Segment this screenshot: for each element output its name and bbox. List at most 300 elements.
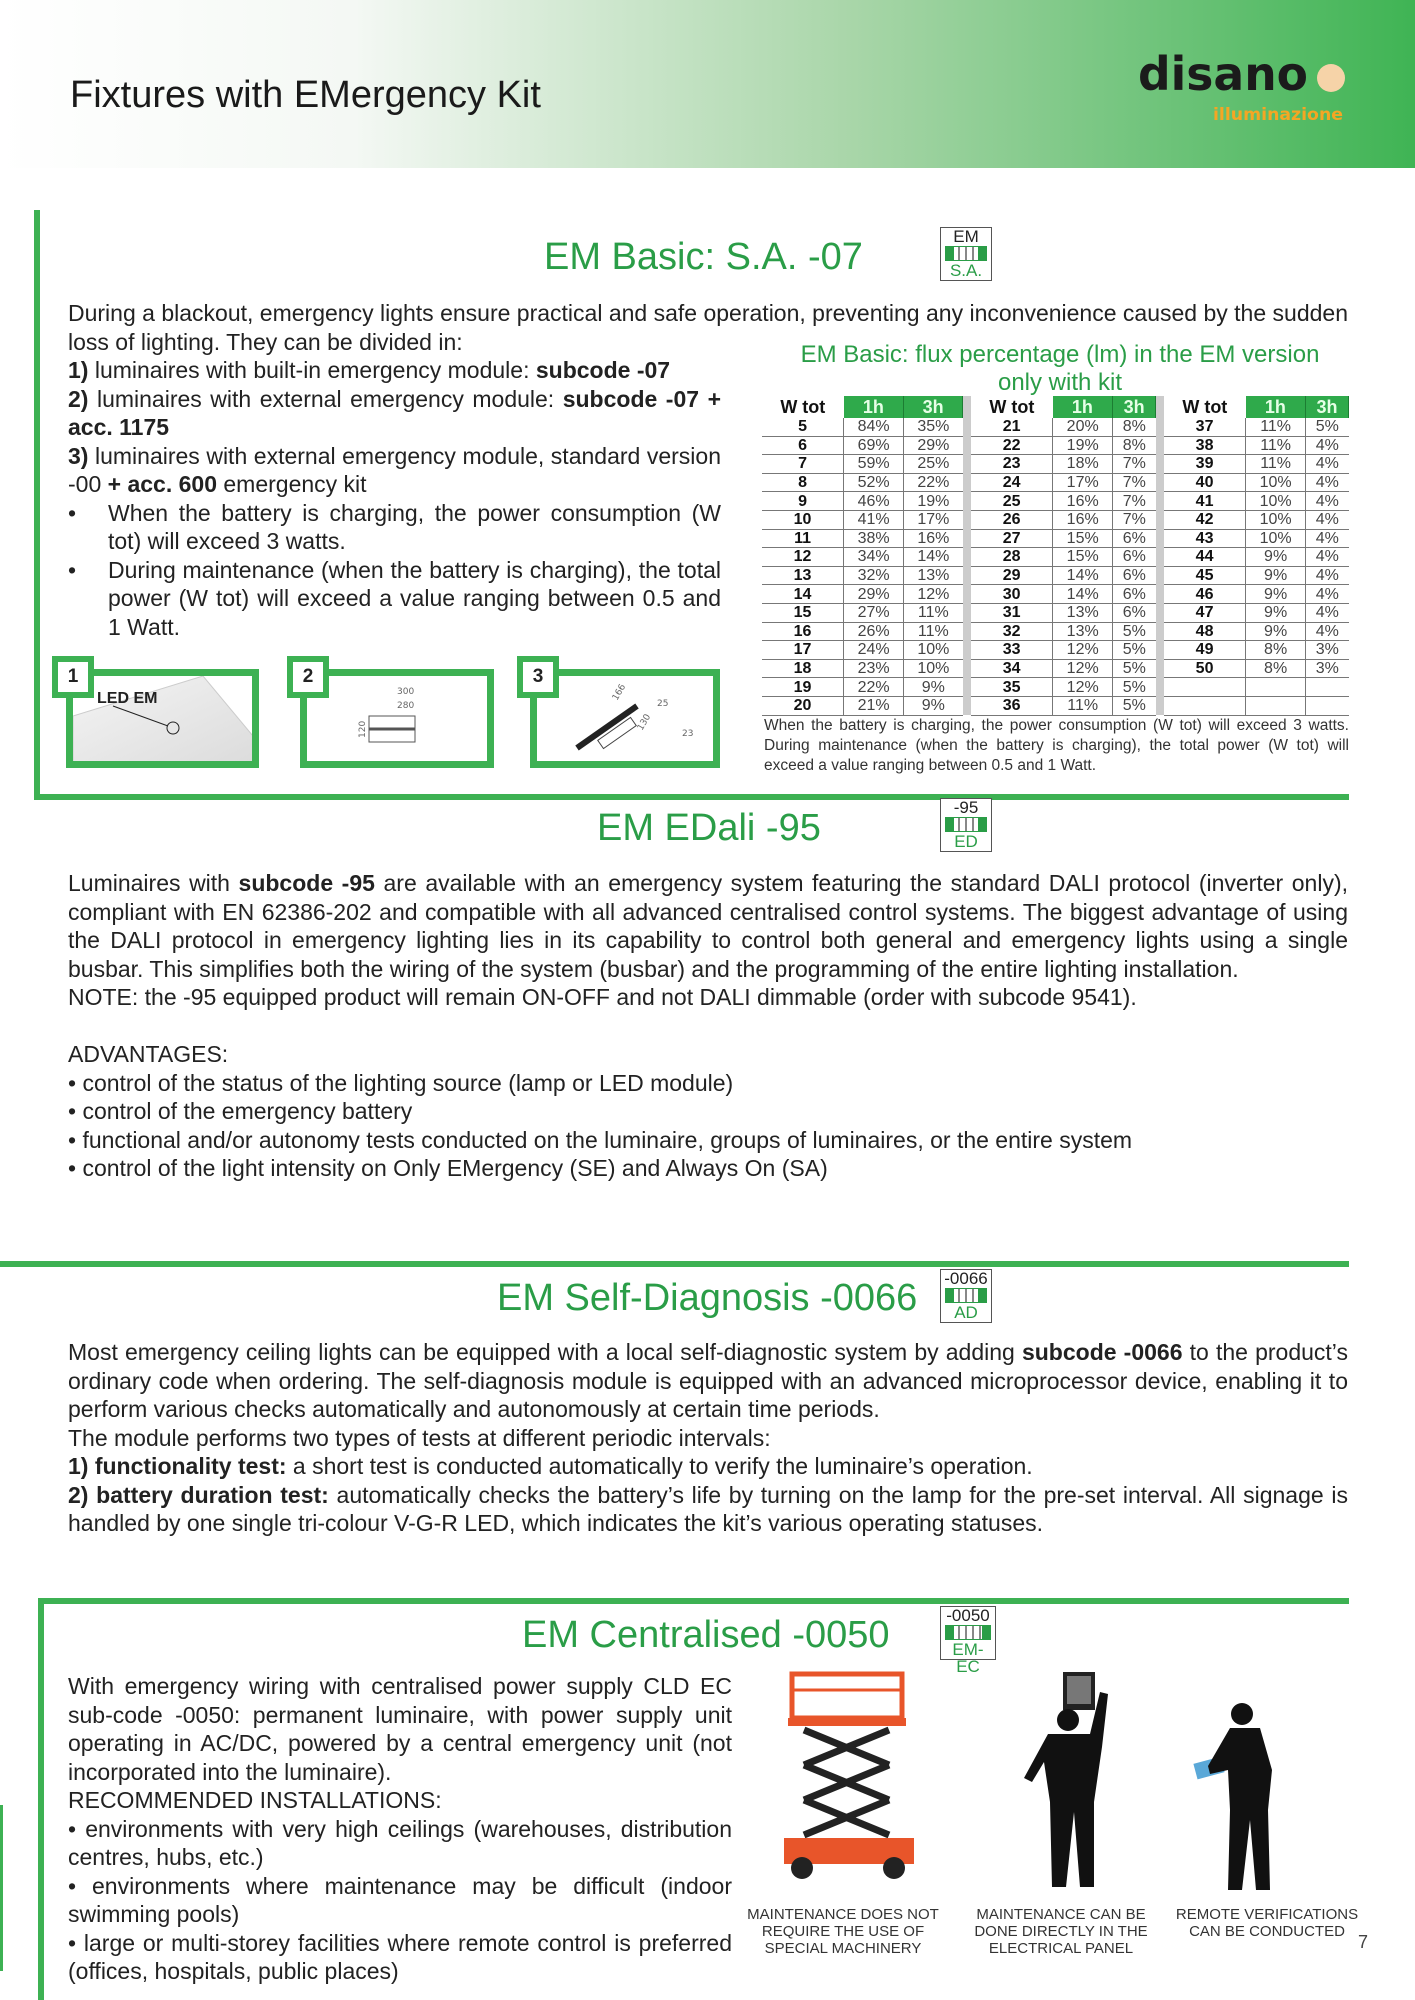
column-separator <box>1156 622 1165 641</box>
cell-3h: 6% <box>1113 548 1156 567</box>
svg-text:130: 130 <box>635 712 654 733</box>
image-number-tag: 1 <box>52 656 94 698</box>
table-header-row <box>762 396 1349 418</box>
bold-text: 2) battery duration test: <box>68 1481 329 1508</box>
cell-1h: 84% <box>844 418 904 436</box>
badge-bottom: ED <box>954 832 978 851</box>
cell-wtot: 33 <box>971 641 1053 660</box>
cell-wtot: 45 <box>1164 566 1246 585</box>
cell-wtot: 27 <box>971 529 1053 548</box>
cell-1h: 20% <box>1053 418 1113 436</box>
list-item <box>68 442 721 499</box>
cell-1h: 11% <box>1246 436 1306 455</box>
section-title-em-centralised: EM Centralised -0050 <box>522 1614 890 1656</box>
text: Luminaires with <box>68 870 239 896</box>
header-w-tot: W tot <box>762 396 844 418</box>
table-row <box>762 696 1349 715</box>
table-row <box>762 678 1349 697</box>
badge-bottom: EM-EC <box>952 1640 984 1676</box>
paragraph <box>68 1452 1348 1481</box>
cell-3h: 3% <box>1306 659 1349 678</box>
em-edali-body <box>68 869 1348 1183</box>
cell-wtot: 30 <box>971 585 1053 604</box>
bullet-icon: • <box>68 499 77 526</box>
cell-wtot: 38 <box>1164 436 1246 455</box>
em-self-diagnosis-body <box>68 1338 1348 1538</box>
cell-wtot: 41 <box>1164 492 1246 511</box>
paragraph <box>68 869 1348 983</box>
column-separator <box>1156 455 1165 474</box>
cell-1h: 9% <box>1246 603 1306 622</box>
advantage-item: • functional and/or autonomy tests conducted on the luminaire, groups of luminaires, or the entire system <box>68 1126 1133 1153</box>
column-separator <box>963 455 972 474</box>
intro-text: With emergency wiring with centralised power supply CLD EC sub-code -0050: permanent luminaire, with power supply unit operating in AC/DC, powered by a central emergency unit (not incorporated into the luminaire). <box>68 1673 732 1785</box>
cell-3h: 22% <box>904 473 963 492</box>
table-row <box>762 418 1349 436</box>
cell-3h: 6% <box>1113 529 1156 548</box>
em-ed-badge-icon <box>940 798 992 852</box>
section-divider <box>0 1261 1349 1267</box>
table-row <box>762 603 1349 622</box>
text: luminaires with built-in emergency module: <box>88 357 536 383</box>
cell-3h: 6% <box>1113 566 1156 585</box>
image-number-tag: 2 <box>287 656 329 698</box>
advantage-item: • control of the light intensity on Only EMergency (SE) and Always On (SA) <box>68 1155 828 1181</box>
svg-text:300: 300 <box>397 687 415 697</box>
cell-1h: 10% <box>1246 492 1306 511</box>
column-separator <box>963 566 972 585</box>
table-title: EM Basic: flux percentage (lm) in the EM version only with kit <box>800 341 1320 396</box>
paragraph <box>68 1338 1348 1424</box>
cell-wtot: 14 <box>762 585 844 604</box>
header-w-tot: W tot <box>1164 396 1246 418</box>
column-separator <box>1156 641 1165 660</box>
cell-wtot: 34 <box>971 659 1053 678</box>
cell-3h: 7% <box>1113 510 1156 529</box>
cell-3h: 11% <box>904 603 963 622</box>
cell-wtot: 37 <box>1164 418 1246 436</box>
column-separator <box>963 548 972 567</box>
column-separator <box>1156 436 1165 455</box>
em-ad-badge-icon <box>940 1269 992 1323</box>
cell-3h: 29% <box>904 436 963 455</box>
section-border-left <box>38 1598 44 2000</box>
cell-wtot: 47 <box>1164 603 1246 622</box>
svg-text:illuminazione: illuminazione <box>1213 105 1343 125</box>
cell-1h: 11% <box>1246 418 1306 436</box>
cell-3h: 8% <box>1113 436 1156 455</box>
battery-icon <box>945 817 987 832</box>
cell-3h: 10% <box>904 659 963 678</box>
cell-wtot: 50 <box>1164 659 1246 678</box>
battery-icon <box>945 1625 991 1640</box>
cell-wtot: 22 <box>971 436 1053 455</box>
rec-text: environments where maintenance may be difficult (indoor swimming pools) <box>68 1872 732 1927</box>
cell-wtot: 10 <box>762 510 844 529</box>
header-3h: 3h <box>1306 396 1349 418</box>
column-separator <box>963 641 972 660</box>
cell-1h: 12% <box>1053 641 1113 660</box>
cell-wtot: 39 <box>1164 455 1246 474</box>
header-3h: 3h <box>904 396 963 418</box>
cell-wtot: 18 <box>762 659 844 678</box>
cell-wtot: 24 <box>971 473 1053 492</box>
caption-remote-verification: REMOTE VERIFICATIONS CAN BE CONDUCTED <box>1175 1906 1359 1940</box>
cell-1h: 9% <box>1246 548 1306 567</box>
table-row <box>762 492 1349 511</box>
cell-1h: 23% <box>844 659 904 678</box>
scissor-lift-illustration <box>764 1670 924 1892</box>
svg-text:120: 120 <box>358 720 368 738</box>
bullet-item <box>68 556 721 642</box>
cell-3h: 4% <box>1306 585 1349 604</box>
advantages-title: ADVANTAGES: <box>68 1041 229 1067</box>
column-separator <box>963 603 972 622</box>
text: a short test is conducted automatically to verify the luminaire’s operation. <box>286 1453 1033 1479</box>
cell-1h <box>1246 678 1306 697</box>
em-sa-badge-icon <box>940 227 992 281</box>
image-number-tag: 3 <box>517 656 559 698</box>
column-separator <box>1156 492 1165 511</box>
section-divider <box>34 794 1349 800</box>
table-row <box>762 641 1349 660</box>
cell-wtot: 21 <box>971 418 1053 436</box>
led-em-label: LED EM <box>97 690 158 707</box>
header-1h: 1h <box>1053 396 1113 418</box>
cell-wtot: 17 <box>762 641 844 660</box>
battery-icon <box>945 1288 987 1303</box>
cell-1h: 27% <box>844 603 904 622</box>
column-separator <box>963 585 972 604</box>
cell-3h: 16% <box>904 529 963 548</box>
cell-wtot: 42 <box>1164 510 1246 529</box>
cell-1h: 11% <box>1246 455 1306 474</box>
column-separator <box>963 510 972 529</box>
image-led-em <box>66 669 259 768</box>
cell-3h: 4% <box>1306 492 1349 511</box>
cell-wtot: 9 <box>762 492 844 511</box>
cell-wtot: 12 <box>762 548 844 567</box>
cell-3h: 4% <box>1306 603 1349 622</box>
table-row <box>762 510 1349 529</box>
cell-3h: 5% <box>1113 659 1156 678</box>
section-divider <box>38 1598 1349 1604</box>
list-item <box>68 385 721 442</box>
column-separator <box>1156 510 1165 529</box>
cell-1h: 21% <box>844 696 904 715</box>
cell-3h: 4% <box>1306 436 1349 455</box>
cell-1h: 26% <box>844 622 904 641</box>
cell-3h: 4% <box>1306 510 1349 529</box>
cell-1h: 8% <box>1246 641 1306 660</box>
bold-text: 1) functionality test: <box>68 1453 287 1479</box>
cell-1h: 9% <box>1246 566 1306 585</box>
cell-wtot: 31 <box>971 603 1053 622</box>
cell-3h: 14% <box>904 548 963 567</box>
cell-3h: 8% <box>1113 418 1156 436</box>
rec-text: environments with very high ceilings (warehouses, distribution centres, hubs, etc.) <box>68 1815 732 1870</box>
rec-item: • large or multi-storey facilities where remote control is preferred (offices, hospitals, public places) <box>68 1929 732 1984</box>
header-1h: 1h <box>844 396 904 418</box>
cell-3h: 35% <box>904 418 963 436</box>
cell-3h: 3% <box>1306 641 1349 660</box>
section-title-em-edali: EM EDali -95 <box>597 807 821 849</box>
cell-3h: 13% <box>904 566 963 585</box>
table-footnote: When the battery is charging, the power consumption (W tot) will exceed 3 watts. During maintenance (when the battery is charging), the total power (W tot) will exceed a value ranging between 0.5 and 1 Watt. <box>764 717 1349 774</box>
text: During a blackout, emergency lights ensure practical and safe operation, preventing any inconvenience caused by the sudden loss of lighting. They can be divided in: <box>68 300 1348 355</box>
cell-wtot: 7 <box>762 455 844 474</box>
cell-wtot: 32 <box>971 622 1053 641</box>
disano-logo <box>1138 50 1353 125</box>
column-separator <box>1156 529 1165 548</box>
bold-text: subcode -95 <box>238 870 375 896</box>
column-separator <box>1156 585 1165 604</box>
cell-1h: 29% <box>844 585 904 604</box>
column-separator <box>963 529 972 548</box>
cell-wtot: 6 <box>762 436 844 455</box>
cell-3h: 10% <box>904 641 963 660</box>
cell-wtot: 15 <box>762 603 844 622</box>
section-border-left <box>34 210 40 800</box>
svg-text:23: 23 <box>682 729 694 739</box>
cell-1h: 10% <box>1246 510 1306 529</box>
cell-3h: 4% <box>1306 455 1349 474</box>
em-centralised-body <box>68 1672 732 1986</box>
advantage-text: control of the status of the lighting source (lamp or LED module) <box>82 1069 734 1096</box>
table-row <box>762 566 1349 585</box>
cell-1h: 11% <box>1053 696 1113 715</box>
section-title-em-self-diagnosis: EM Self-Diagnosis -0066 <box>497 1277 918 1319</box>
cell-1h: 16% <box>1053 492 1113 511</box>
page-number: 7 <box>1358 1932 1369 1952</box>
cell-wtot: 11 <box>762 529 844 548</box>
cell-1h: 8% <box>1246 659 1306 678</box>
cell-wtot: 25 <box>971 492 1053 511</box>
bullet-text: During maintenance (when the battery is charging), the total power (W tot) will exceed a value ranging between 0.5 and 1 Watt. <box>108 556 721 640</box>
column-separator <box>1156 659 1165 678</box>
bold-text: subcode -07 + acc. 1175 <box>68 385 722 440</box>
badge-bottom: AD <box>954 1303 978 1322</box>
cell-1h: 16% <box>1053 510 1113 529</box>
cell-3h: 19% <box>904 492 963 511</box>
cell-wtot: 36 <box>971 696 1053 715</box>
column-separator <box>963 678 972 697</box>
column-separator <box>963 622 972 641</box>
text: are available with an emergency system featuring the standard DALI protocol (inverter only), compliant with EN 62386-202 and compatible with all advanced centralised control systems. The biggest advantage of using the DALI protocol in emergency lighting lies in its capability to control both general and emergency lights using a single busbar. This simplifies both the wiring of the system (busbar) and the programming of the entire lighting installation. <box>68 870 1348 982</box>
caption-no-machinery: MAINTENANCE DOES NOT REQUIRE THE USE OF SPECIAL MACHINERY <box>747 1906 939 1957</box>
cell-wtot: 40 <box>1164 473 1246 492</box>
cell-wtot: 46 <box>1164 585 1246 604</box>
bold-text: 3) <box>68 442 89 469</box>
table-row <box>762 529 1349 548</box>
cell-1h: 22% <box>844 678 904 697</box>
cell-1h: 32% <box>844 566 904 585</box>
bold-text: + acc. 600 <box>107 471 217 497</box>
cell-1h: 10% <box>1246 529 1306 548</box>
cell-3h: 5% <box>1306 418 1349 436</box>
cell-1h: 46% <box>844 492 904 511</box>
cell-3h: 6% <box>1113 603 1156 622</box>
column-separator <box>963 436 972 455</box>
page-edge-marker <box>0 1805 3 1971</box>
cell-1h: 12% <box>1053 659 1113 678</box>
cell-wtot: 28 <box>971 548 1053 567</box>
badge-top: -0050 <box>946 1606 990 1625</box>
bullet-icon: • <box>68 556 77 583</box>
column-separator <box>1156 696 1165 715</box>
cell-1h: 9% <box>1246 585 1306 604</box>
header-3h: 3h <box>1113 396 1156 418</box>
cell-wtot: 19 <box>762 678 844 697</box>
advantage-text: control of the light intensity on Only EMergency (SE) and Always On (SA) <box>82 1155 828 1181</box>
cell-1h: 13% <box>1053 622 1113 641</box>
advantage-item: • control of the status of the lighting source (lamp or LED module) <box>68 1069 734 1096</box>
table-row <box>762 585 1349 604</box>
cell-3h: 4% <box>1306 529 1349 548</box>
cell-1h: 38% <box>844 529 904 548</box>
cell-1h: 13% <box>1053 603 1113 622</box>
cell-3h: 9% <box>904 696 963 715</box>
svg-text:disano: disano <box>1138 50 1308 101</box>
list-item <box>68 356 721 385</box>
badge-top: -95 <box>953 798 979 817</box>
cell-wtot: 26 <box>971 510 1053 529</box>
cell-3h: 5% <box>1113 696 1156 715</box>
column-separator <box>1156 473 1165 492</box>
cell-wtot: 8 <box>762 473 844 492</box>
text: The module performs two types of tests at different periodic intervals: <box>68 1424 771 1451</box>
cell-3h: 11% <box>904 622 963 641</box>
column-separator <box>1156 566 1165 585</box>
cell-3h: 9% <box>904 678 963 697</box>
table-row <box>762 548 1349 567</box>
cell-3h: 4% <box>1306 622 1349 641</box>
cell-1h: 19% <box>1053 436 1113 455</box>
cell-wtot: 23 <box>971 455 1053 474</box>
recommended-title: RECOMMENDED INSTALLATIONS: <box>68 1787 442 1813</box>
badge-bottom: S.A. <box>949 261 983 280</box>
bold-text: 1) <box>68 357 89 383</box>
header-1h: 1h <box>1246 396 1306 418</box>
badge-top: EM <box>953 227 979 246</box>
column-separator <box>963 492 972 511</box>
table-row <box>762 659 1349 678</box>
bold-text: 2) <box>68 385 89 412</box>
cell-1h: 41% <box>844 510 904 529</box>
cell-wtot: 49 <box>1164 641 1246 660</box>
column-separator <box>963 696 972 715</box>
cell-3h <box>1306 696 1349 715</box>
text: automatically checks the battery’s life by turning on the lamp for the pre-set interval. All signage is handled by one single tri-colour V-G-R LED, which indicates the kit’s various operating statuses. <box>68 1481 1348 1536</box>
cell-3h: 12% <box>904 585 963 604</box>
advantage-text: functional and/or autonomy tests conducted on the luminaire, groups of luminaires, or the entire system <box>82 1126 1133 1153</box>
cell-1h: 59% <box>844 455 904 474</box>
cell-wtot <box>1164 696 1246 715</box>
column-separator <box>1156 418 1165 436</box>
table-row <box>762 455 1349 474</box>
cell-1h: 12% <box>1053 678 1113 697</box>
column-separator <box>963 396 972 418</box>
cell-1h: 10% <box>1246 473 1306 492</box>
cell-3h <box>1306 678 1349 697</box>
text: emergency kit <box>217 471 367 497</box>
cell-3h: 4% <box>1306 473 1349 492</box>
rec-text: large or multi-storey facilities where remote control is preferred (offices, hospitals, public places) <box>68 1929 732 1984</box>
cell-wtot: 16 <box>762 622 844 641</box>
cell-3h: 5% <box>1113 641 1156 660</box>
text: luminaires with external emergency module, standard version -00 <box>68 442 721 497</box>
image-external-module-dimensions <box>300 669 494 768</box>
section-title-em-basic: EM Basic: S.A. -07 <box>544 236 863 278</box>
table-row <box>762 436 1349 455</box>
caption-electrical-panel: MAINTENANCE CAN BE DONE DIRECTLY IN THE ELECTRICAL PANEL <box>974 1906 1148 1957</box>
cell-wtot <box>1164 678 1246 697</box>
cell-3h: 25% <box>904 455 963 474</box>
cell-wtot: 13 <box>762 566 844 585</box>
advantage-text: control of the emergency battery <box>82 1098 413 1124</box>
bold-text: subcode -0066 <box>1021 1339 1183 1365</box>
cell-1h: 18% <box>1053 455 1113 474</box>
cell-1h: 34% <box>844 548 904 567</box>
flux-table-container <box>762 396 1349 716</box>
note: NOTE: the -95 equipped product will remain ON-OFF and not DALI dimmable (order with subcode 9541). <box>68 984 1137 1010</box>
cell-1h: 15% <box>1053 529 1113 548</box>
cell-wtot: 43 <box>1164 529 1246 548</box>
em-basic-list <box>68 356 721 641</box>
cell-3h: 7% <box>1113 455 1156 474</box>
column-separator <box>963 659 972 678</box>
column-separator <box>963 418 972 436</box>
cell-3h: 4% <box>1306 548 1349 567</box>
column-separator <box>1156 678 1165 697</box>
cell-1h: 69% <box>844 436 904 455</box>
advantage-item: • control of the emergency battery <box>68 1098 413 1124</box>
bullet-item <box>68 499 721 556</box>
man-with-tablet-illustration <box>1190 1700 1305 1894</box>
cell-1h: 14% <box>1053 585 1113 604</box>
cell-wtot: 48 <box>1164 622 1246 641</box>
cell-3h: 6% <box>1113 585 1156 604</box>
bold-text: subcode -07 <box>535 357 671 383</box>
cell-3h: 17% <box>904 510 963 529</box>
bullet-text: When the battery is charging, the power consumption (W tot) will exceed 3 watts. <box>108 499 721 554</box>
svg-text:166: 166 <box>610 682 629 703</box>
man-at-electrical-panel-illustration <box>1018 1672 1118 1894</box>
rec-item: • environments where maintenance may be difficult (indoor swimming pools) <box>68 1872 732 1927</box>
cell-1h <box>1246 696 1306 715</box>
page-title: Fixtures with EMergency Kit <box>70 74 541 116</box>
svg-text:25: 25 <box>657 699 669 709</box>
cell-wtot: 29 <box>971 566 1053 585</box>
table-row <box>762 473 1349 492</box>
text: luminaires with external emergency module: <box>88 385 563 412</box>
cell-3h: 7% <box>1113 473 1156 492</box>
column-separator <box>1156 548 1165 567</box>
cell-1h: 52% <box>844 473 904 492</box>
cell-1h: 17% <box>1053 473 1113 492</box>
cell-wtot: 44 <box>1164 548 1246 567</box>
cell-1h: 24% <box>844 641 904 660</box>
cell-3h: 5% <box>1113 678 1156 697</box>
cell-3h: 5% <box>1113 622 1156 641</box>
cell-3h: 4% <box>1306 566 1349 585</box>
em-ec-badge-icon <box>940 1606 996 1676</box>
battery-icon <box>945 246 987 261</box>
flux-percentage-table <box>762 396 1349 716</box>
text: Most emergency ceiling lights can be equipped with a local self-diagnostic system by adding <box>68 1339 1022 1365</box>
text: to the product’s ordinary code when ordering. The self-diagnosis module is equipped with an advanced microprocessor device, enabling it to perform various checks automatically and autonomously at certain time periods. <box>68 1339 1348 1422</box>
cell-3h: 7% <box>1113 492 1156 511</box>
